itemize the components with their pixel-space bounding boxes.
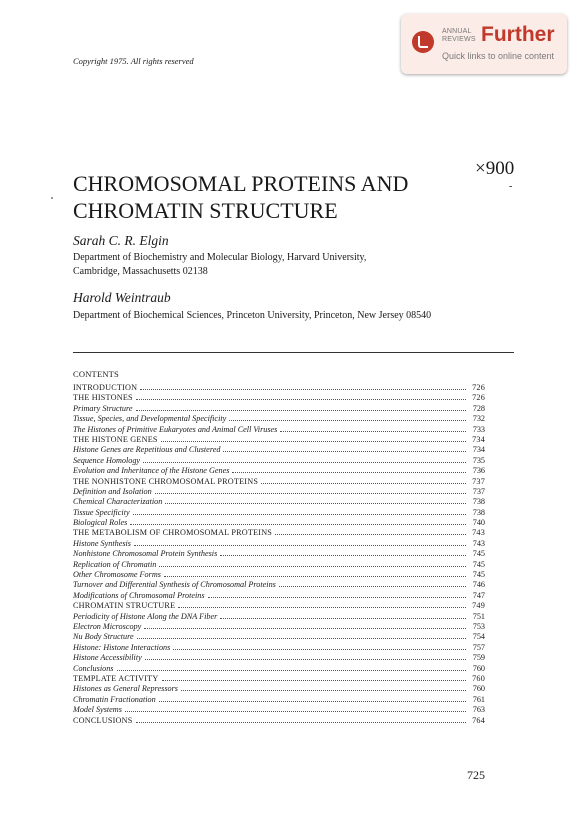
toc-entry-page: 757 [472,642,485,652]
toc-entry-page: 749 [472,601,485,611]
toc-entry[interactable] [73,382,485,392]
toc-entry-label: THE HISTONES [73,393,133,403]
toc-entry-page: 745 [472,570,485,580]
toc-entry-label: Histone Genes are Repetitious and Clustered [73,445,221,455]
toc-entry-page: 746 [472,580,485,590]
toc-entry[interactable] [73,652,485,662]
toc-entry-label: Sequence Homology [73,455,141,465]
toc-entry[interactable] [73,579,485,589]
author-name-1: Sarah C. R. Elgin [73,233,169,248]
toc-dot-leader [280,424,466,432]
toc-entry-label: Histones as General Repressors [73,684,178,694]
toc-dot-leader [140,382,466,390]
toc-entry-label: Biological Roles [73,518,128,528]
toc-dot-leader [165,496,466,504]
toc-entry-page: 760 [472,673,485,683]
badge-subtitle: Quick links to online content [442,51,555,61]
toc-entry-page: 745 [472,549,485,559]
badge-further-label: Further [481,23,555,46]
toc-entry[interactable] [73,444,485,454]
toc-entry-page: 743 [472,528,485,538]
toc-entry-label: INTRODUCTION [73,383,138,392]
toc-dot-leader [144,621,466,629]
toc-entry-label: THE NONHISTONE CHROMOSOMAL PROTEINS [73,476,259,486]
toc-entry-label: Nu Body Structure [73,632,134,642]
toc-entry-page: 737 [472,486,485,496]
toc-entry-page: 726 [472,393,485,403]
affiliation-line: Department of Biochemistry and Molecular Biology, Harvard University, [73,252,367,263]
toc-entry-label: The Histones of Primitive Eukaryotes and Animal Cell Viruses [73,424,278,434]
toc-entry[interactable] [73,496,485,506]
toc-entry[interactable] [73,673,485,683]
toc-entry[interactable] [73,663,485,673]
toc-entry-page: 760 [472,663,485,673]
toc-entry[interactable] [73,600,485,610]
toc-entry[interactable] [73,486,485,496]
toc-dot-leader [162,673,467,681]
toc-dot-leader [220,611,466,619]
toc-entry-page: 728 [472,403,485,413]
toc-entry[interactable] [73,715,485,725]
toc-dot-leader [143,455,466,463]
toc-entry-label: Electron Microscopy [73,621,142,631]
toc-entry-page: 753 [472,621,485,631]
toc-entry-page: 736 [472,466,485,476]
toc-dot-leader [279,579,466,587]
toc-entry[interactable] [73,621,485,631]
toc-entry-label: Tissue Specificity [73,507,130,517]
toc-entry-label: Tissue, Species, and Developmental Specificity [73,414,227,424]
toc-dot-leader [208,590,466,598]
toc-entry-page: 738 [472,497,485,507]
toc-entry[interactable] [73,413,485,423]
toc-dot-leader [161,434,466,442]
toc-entry-label: CHROMATIN STRUCTURE [73,601,176,611]
toc-dot-leader [155,486,466,494]
toc-dot-leader [232,465,466,473]
toc-dot-leader [159,559,466,567]
toc-entry-page: 745 [472,559,485,569]
toc-entry-page: 747 [472,590,485,600]
article-code: ×900 [475,158,515,179]
toc-entry-label: Definition and Isolation [73,486,152,496]
article-title [73,170,433,224]
toc-entry-label: Chemical Characterization [73,497,163,507]
toc-entry[interactable] [73,683,485,693]
toc-entry-page: 743 [472,538,485,548]
table-of-contents [73,382,485,725]
toc-entry-label: Primary Structure [73,403,133,413]
toc-entry-label: Histone Accessibility [73,653,142,663]
toc-dot-leader [229,413,466,421]
author-affiliation-2 [73,309,473,323]
toc-entry-label: Modifications of Chromosomal Proteins [73,590,205,600]
toc-entry-label: Turnover and Differential Synthesis of Chromosomal Proteins [73,580,276,590]
toc-dot-leader [164,569,466,577]
toc-entry-label: THE METABOLISM OF CHROMOSOMAL PROTEINS [73,528,273,538]
toc-entry-page: 763 [472,705,485,715]
toc-dot-leader [137,631,466,639]
toc-entry-label: Evolution and Inheritance of the Histone Genes [73,466,230,476]
toc-dot-leader [181,683,466,691]
toc-entry-label: Chromatin Fractionation [73,694,156,704]
toc-entry[interactable] [73,507,485,517]
badge-brand-label: ANNUAL REVIEWS [442,28,476,43]
toc-dot-leader [133,507,466,515]
article-title-line2: CHROMATIN STRUCTURE [73,197,338,223]
toc-entry-page: 737 [472,476,485,486]
toc-dot-leader [173,642,466,650]
page-number: 725 [467,768,485,782]
toc-entry[interactable] [73,465,485,475]
toc-entry-page: 760 [472,684,485,694]
toc-entry-label: Replication of Chromatin [73,559,157,569]
toc-dot-leader [136,403,466,411]
toc-entry[interactable] [73,434,485,444]
article-code-mark: - [509,181,513,192]
toc-dot-leader [145,652,466,660]
toc-dot-leader [220,548,466,556]
toc-entry-page: 734 [472,445,485,455]
annual-reviews-logo-icon [412,31,434,53]
toc-entry-page: 764 [472,715,485,725]
toc-dot-leader [136,715,466,723]
toc-dot-leader [178,600,466,608]
author-name-2: Harold Weintraub [73,290,171,305]
toc-entry-page: 734 [472,434,485,444]
toc-entry[interactable] [73,548,485,558]
toc-entry-page: 759 [472,653,485,663]
toc-entry-label: Nonhistone Chromosomal Protein Synthesis [73,549,218,559]
toc-entry-page: 740 [472,518,485,528]
toc-entry[interactable] [73,590,485,600]
toc-entry-label: Histone Synthesis [73,538,131,548]
toc-entry-label: Other Chromosome Forms [73,570,161,580]
toc-entry[interactable] [73,424,485,434]
toc-entry[interactable] [73,517,485,527]
toc-entry[interactable] [73,569,485,579]
contents-heading: CONTENTS [73,369,119,379]
stray-mark [51,197,53,199]
toc-entry[interactable] [73,476,485,486]
toc-entry-label: Periodicity of Histone Along the DNA Fiber [73,611,218,621]
toc-dot-leader [130,517,466,525]
author-affiliation-1 [73,251,473,279]
toc-dot-leader [136,392,466,400]
toc-entry-label: THE HISTONE GENES [73,434,158,444]
toc-entry[interactable] [73,611,485,621]
toc-entry[interactable] [73,704,485,714]
copyright-notice: Copyright 1975. All rights reserved [73,56,194,66]
toc-entry-page: 732 [472,414,485,424]
toc-entry-label: Model Systems [73,705,122,715]
toc-entry-page: 754 [472,632,485,642]
toc-dot-leader [223,444,466,452]
toc-entry-page: 761 [472,694,485,704]
toc-entry[interactable] [73,631,485,641]
toc-entry-label: Conclusions [73,663,114,673]
toc-dot-leader [117,663,467,671]
toc-entry[interactable] [73,455,485,465]
further-annual-reviews-badge[interactable] [401,14,567,74]
article-title-line1: CHROMOSOMAL PROTEINS AND [73,170,409,196]
toc-dot-leader [261,476,466,484]
affiliation-line: Department of Biochemical Sciences, Princeton University, Princeton, New Jersey 08540 [73,310,432,321]
toc-dot-leader [275,527,466,535]
affiliation-line: Cambridge, Massachusetts 02138 [73,266,208,277]
toc-entry[interactable] [73,403,485,413]
toc-entry[interactable] [73,642,485,652]
toc-entry[interactable] [73,559,485,569]
toc-dot-leader [159,694,466,702]
toc-entry-page: 751 [472,611,485,621]
toc-dot-leader [134,538,466,546]
toc-entry[interactable] [73,392,485,402]
toc-entry-page: 733 [472,424,485,434]
section-divider [73,352,514,353]
toc-entry[interactable] [73,538,485,548]
toc-entry[interactable] [73,527,485,537]
toc-entry-label: CONCLUSIONS [73,715,133,725]
toc-entry[interactable] [73,694,485,704]
toc-entry-page: 726 [472,383,485,392]
toc-entry-page: 735 [472,455,485,465]
toc-entry-label: TEMPLATE ACTIVITY [73,673,159,683]
toc-entry-label: Histone: Histone Interactions [73,642,171,652]
toc-entry-page: 738 [472,507,485,517]
toc-dot-leader [125,704,466,712]
